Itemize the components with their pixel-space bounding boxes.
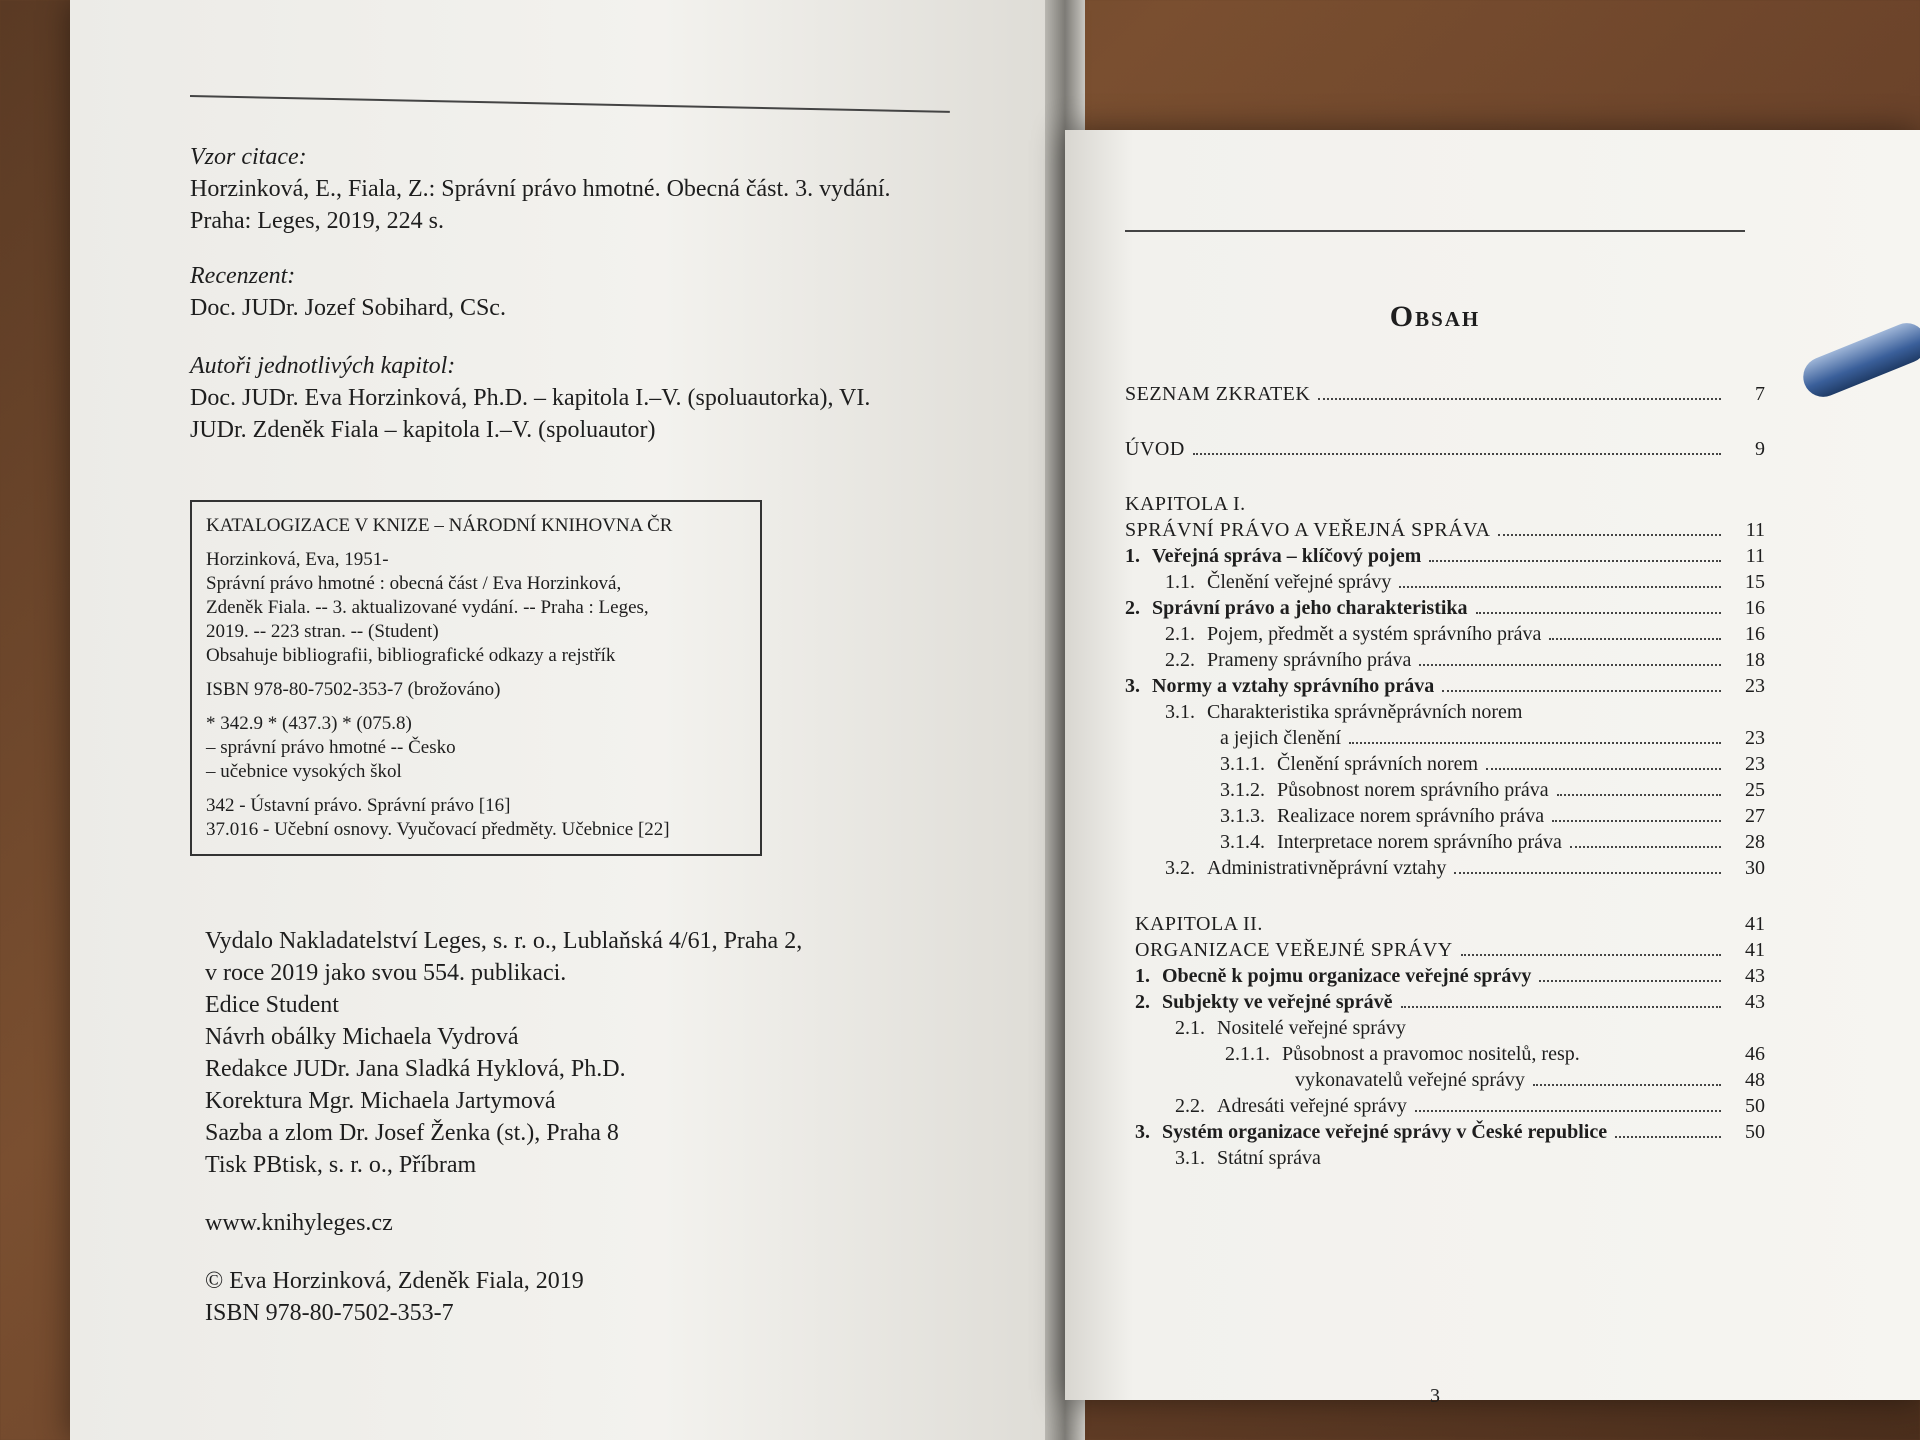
toc-leader-dots: [1533, 1084, 1721, 1086]
toc-entry-title: Charakteristika správněprávních norem: [1207, 701, 1523, 723]
catalog-line: – správní právo hmotné -- Česko: [206, 737, 456, 758]
toc-entry-page: 16: [1745, 623, 1765, 645]
toc-entry-title: Členění veřejné správy: [1207, 571, 1392, 593]
publisher-info: [205, 925, 802, 1329]
toc-entry-page: 41: [1745, 913, 1765, 935]
toc-entry-page: 50: [1745, 1121, 1765, 1143]
catalog-box: [190, 500, 762, 856]
toc-entry: [1125, 380, 1765, 406]
toc-leader-dots: [1476, 612, 1721, 614]
toc-entry: [1125, 988, 1765, 1014]
toc-entry: [1125, 828, 1765, 854]
toc-entry: [1125, 854, 1765, 880]
citation-line: Praha: Leges, 2019, 224 s.: [190, 208, 444, 234]
top-rule: [190, 95, 950, 113]
catalog-line: Horzinková, Eva, 1951-: [206, 549, 389, 570]
toc-entry-title: Působnost a pravomoc nositelů, resp.: [1282, 1043, 1580, 1065]
catalog-isbn: ISBN 978-80-7502-353-7 (brožováno): [206, 679, 501, 700]
catalog-line: Správní právo hmotné : obecná část / Eva Horzinková,: [206, 573, 622, 594]
catalog-line: * 342.9 * (437.3) * (075.8): [206, 713, 412, 734]
toc-leader-dots: [1429, 560, 1721, 562]
toc-entry-page: 9: [1755, 438, 1765, 460]
toc-entry-number: 2.: [1125, 597, 1140, 619]
toc-entry: [1125, 750, 1765, 776]
toc-entry-number: 1.1.: [1165, 571, 1195, 593]
toc-entry-number: 1.: [1125, 545, 1140, 567]
toc-entry-title: Nositelé veřejné správy: [1217, 1017, 1406, 1039]
toc-entry-number: 2.1.: [1165, 623, 1195, 645]
website: www.knihyleges.cz: [205, 1210, 393, 1236]
toc-entry-title: Adresáti veřejné správy: [1217, 1095, 1407, 1117]
publisher-line: v roce 2019 jako svou 554. publikaci.: [205, 960, 567, 986]
publisher-line: Tisk PBtisk, s. r. o., Příbram: [205, 1152, 477, 1178]
toc-entry-page: 27: [1745, 805, 1765, 827]
toc-entry-number: 2.1.1.: [1225, 1043, 1270, 1065]
isbn-footer: ISBN 978-80-7502-353-7: [205, 1300, 454, 1326]
toc-leader-dots: [1552, 820, 1721, 822]
toc-entry-page: 15: [1745, 571, 1765, 593]
toc-entry-title: KAPITOLA II.: [1135, 913, 1263, 935]
toc-entry: [1125, 490, 1765, 516]
toc-leader-dots: [1557, 794, 1721, 796]
toc-leader-dots: [1498, 534, 1721, 536]
toc-leader-dots: [1401, 1006, 1721, 1008]
authors-label: Autoři jednotlivých kapitol:: [190, 353, 456, 379]
toc-entry-number: 2.: [1135, 991, 1150, 1013]
toc-entry-page: 30: [1745, 857, 1765, 879]
toc-entry-title: Administrativněprávní vztahy: [1207, 857, 1447, 879]
toc-leader-dots: [1539, 980, 1721, 982]
toc-entry: [1125, 646, 1765, 672]
toc-entry: [1125, 1118, 1765, 1144]
toc-entry-title: Prameny správního práva: [1207, 649, 1412, 671]
toc-entry-number: 2.2.: [1175, 1095, 1205, 1117]
publisher-line: Korektura Mgr. Michaela Jartymová: [205, 1088, 556, 1114]
toc-entry-number: 3.2.: [1165, 857, 1195, 879]
toc-entry-page: 43: [1745, 965, 1765, 987]
toc-entry-number: 3.1.4.: [1220, 831, 1265, 853]
toc-entry: [1125, 776, 1765, 802]
reviewer-label: Recenzent:: [190, 263, 296, 289]
toc-entry: [1125, 672, 1765, 698]
toc-entry-page: 7: [1755, 383, 1765, 405]
toc-leader-dots: [1486, 768, 1721, 770]
toc-entry: [1125, 620, 1765, 646]
toc-entry: [1125, 542, 1765, 568]
toc-leader-dots: [1442, 690, 1721, 692]
toc-entry-number: 3.1.1.: [1220, 753, 1265, 775]
catalog-line: – učebnice vysokých škol: [206, 761, 402, 782]
toc-entry-page: 23: [1745, 753, 1765, 775]
toc-entry-page: 23: [1745, 727, 1765, 749]
toc-entry-page: 28: [1745, 831, 1765, 853]
toc-entry: [1125, 594, 1765, 620]
toc-entry-title: Realizace norem správního práva: [1277, 805, 1545, 827]
publisher-line: Návrh obálky Michaela Vydrová: [205, 1024, 519, 1050]
toc-entry: [1125, 1040, 1765, 1066]
toc-leader-dots: [1461, 954, 1721, 956]
toc-leader-dots: [1454, 872, 1721, 874]
toc-entry-title: Státní správa: [1217, 1147, 1321, 1169]
toc-entry-number: 3.1.2.: [1220, 779, 1265, 801]
toc-entry-title: Působnost norem správního práva: [1277, 779, 1549, 801]
toc-entry-title: Interpretace norem správního práva: [1277, 831, 1562, 853]
toc-entry: [1125, 435, 1765, 461]
toc-leader-dots: [1193, 453, 1721, 455]
toc-entry-number: 3.1.: [1175, 1147, 1205, 1169]
toc-entry-title: SPRÁVNÍ PRÁVO A VEŘEJNÁ SPRÁVA: [1125, 519, 1491, 541]
toc-entry-number: 2.1.: [1175, 1017, 1205, 1039]
catalog-line: 342 - Ústavní právo. Správní právo [16]: [206, 795, 511, 816]
catalog-line: 2019. -- 223 stran. -- (Student): [206, 621, 439, 642]
right-page: [1065, 130, 1920, 1407]
toc-entry: [1125, 698, 1765, 724]
publisher-line: Vydalo Nakladatelství Leges, s. r. o., Lublaňská 4/61, Praha 2,: [205, 928, 803, 954]
toc-entry-title: Systém organizace veřejné správy v České republice: [1162, 1121, 1608, 1143]
toc-entry-page: 11: [1745, 545, 1765, 567]
toc-entry-page: 48: [1745, 1069, 1765, 1091]
page-number: 3: [1430, 1385, 1440, 1407]
publisher-line: Sazba a zlom Dr. Josef Ženka (st.), Praha 8: [205, 1120, 619, 1146]
toc-entry-title: KAPITOLA I.: [1125, 493, 1246, 515]
toc-entry-page: 16: [1745, 597, 1765, 619]
citation-label: Vzor citace:: [190, 144, 307, 170]
toc-entry-number: 3.: [1135, 1121, 1150, 1143]
toc-entry-number: 1.: [1135, 965, 1150, 987]
toc-leader-dots: [1415, 1110, 1721, 1112]
toc-entry-title: Subjekty ve veřejné správě: [1162, 991, 1393, 1013]
toc-entry-page: 23: [1745, 675, 1765, 697]
toc-entry-title: ÚVOD: [1125, 438, 1185, 460]
reviewer: Doc. JUDr. Jozef Sobihard, CSc.: [190, 295, 506, 321]
toc-entry: [1125, 724, 1765, 750]
toc-entry-page: 41: [1745, 939, 1765, 961]
toc-entry-page: 50: [1745, 1095, 1765, 1117]
toc-entry-page: 46: [1745, 1043, 1765, 1065]
toc-leader-dots: [1318, 398, 1721, 400]
toc-entry: [1125, 910, 1765, 936]
open-book: [40, 0, 1880, 1440]
publisher-line: Redakce JUDr. Jana Sladká Hyklová, Ph.D.: [205, 1056, 626, 1082]
toc-entry: [1125, 1144, 1765, 1170]
toc-entry-number: 3.1.: [1165, 701, 1195, 723]
toc-entry-page: 25: [1745, 779, 1765, 801]
toc-entry: [1125, 802, 1765, 828]
toc-entry-page: 18: [1745, 649, 1765, 671]
toc-leader-dots: [1349, 742, 1721, 744]
toc-entry-number: 2.2.: [1165, 649, 1195, 671]
toc-entry-title: Správní právo a jeho charakteristika: [1152, 597, 1468, 619]
toc-entry-title: ORGANIZACE VEŘEJNÉ SPRÁVY: [1135, 939, 1453, 961]
toc-entry-title: Členění správních norem: [1277, 753, 1479, 775]
toc-leader-dots: [1570, 846, 1721, 848]
toc-entry-title: SEZNAM ZKRATEK: [1125, 383, 1311, 405]
author-line: Doc. JUDr. Eva Horzinková, Ph.D. – kapitola I.–V. (spoluautorka), VI.: [190, 385, 871, 411]
publisher-line: Edice Student: [205, 992, 339, 1018]
toc-entry-page: 11: [1745, 519, 1765, 541]
toc-leader-dots: [1399, 586, 1721, 588]
catalog-line: Obsahuje bibliografii, bibliografické odkazy a rejstřík: [206, 645, 616, 666]
toc-leader-dots: [1419, 664, 1721, 666]
top-rule: [1125, 230, 1745, 232]
toc-leader-dots: [1615, 1136, 1721, 1138]
toc-entry: [1125, 568, 1765, 594]
toc-entry-title: Obecně k pojmu organizace veřejné správy: [1162, 965, 1532, 987]
citation-line: Horzinková, E., Fiala, Z.: Správní právo hmotné. Obecná část. 3. vydání.: [190, 176, 891, 202]
toc-entry: [1125, 516, 1765, 542]
copyright: © Eva Horzinková, Zdeněk Fiala, 2019: [205, 1268, 584, 1294]
left-page: [70, 0, 1055, 1440]
toc-entry: [1125, 1092, 1765, 1118]
catalog-heading: KATALOGIZACE V KNIZE – NÁRODNÍ KNIHOVNA ČR: [206, 515, 673, 536]
catalog-line: 37.016 - Učební osnovy. Vyučovací předměty. Učebnice [22]: [206, 819, 670, 840]
toc-entry-title: vykonavatelů veřejné správy: [1295, 1069, 1525, 1091]
author-line: JUDr. Zdeněk Fiala – kapitola I.–V. (spoluautor): [190, 417, 656, 443]
toc-entry: [1125, 936, 1765, 962]
toc-entry-page: 43: [1745, 991, 1765, 1013]
toc-entry-number: 3.: [1125, 675, 1140, 697]
toc-leader-dots: [1549, 638, 1721, 640]
toc-entry-title: Pojem, předmět a systém správního práva: [1207, 623, 1542, 645]
toc-title: Obsah: [1389, 300, 1481, 333]
toc-entry-number: 3.1.3.: [1220, 805, 1265, 827]
toc-entry: [1125, 1014, 1765, 1040]
toc-entry-title: a jejich členění: [1220, 727, 1342, 749]
catalog-line: Zdeněk Fiala. -- 3. aktualizované vydání. -- Praha : Leges,: [206, 597, 649, 618]
toc-entry-title: Veřejná správa – klíčový pojem: [1152, 545, 1422, 567]
toc-entry: [1125, 962, 1765, 988]
toc-entry: [1125, 1066, 1765, 1092]
toc-entry-title: Normy a vztahy správního práva: [1152, 675, 1435, 697]
